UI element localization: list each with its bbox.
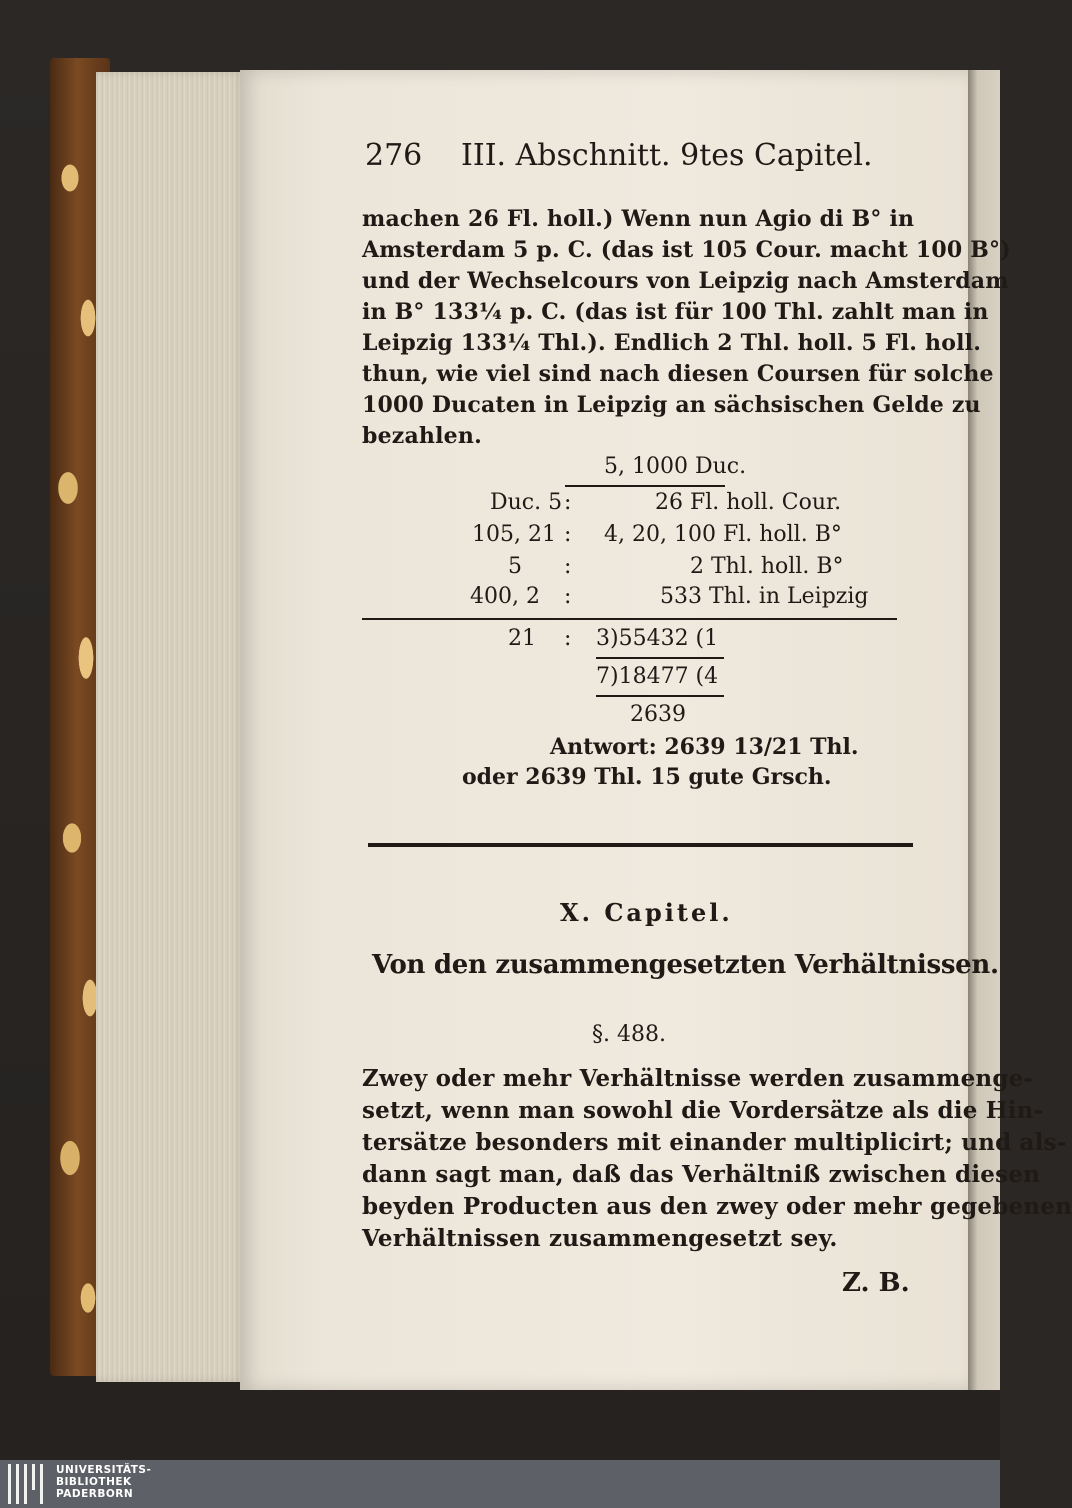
calc-quotient: 2639: [630, 702, 686, 727]
section-divider: [368, 843, 913, 847]
calc-row-right: 2 Thl. holl. B°: [690, 554, 844, 579]
intro-line: Leipzig 133¼ Thl.). Endlich 2 Thl. holl. 5 Fl. holl.: [362, 330, 982, 356]
page-number: 276: [365, 138, 423, 173]
intro-line: machen 26 Fl. holl.) Wenn nun Agio di B° in: [362, 206, 915, 232]
library-name-line2: BIBLIOTHEK: [56, 1476, 132, 1488]
body-line: Verhältnissen zusammengesetzt sey.: [362, 1225, 838, 1252]
calc-row-left: 5: [508, 554, 522, 579]
calc-row-sep: :: [564, 490, 572, 515]
calc-total-rule: [362, 618, 897, 620]
calc-result-right: 3)55432 (1: [596, 626, 719, 651]
calc-row-right: 26 Fl. holl. Cour.: [655, 490, 842, 515]
calc-answer: Antwort: 2639 13/21 Thl.: [550, 734, 859, 760]
calc-division-rule: [596, 695, 724, 697]
catchword: Z. B.: [842, 1268, 910, 1298]
calc-answer-alt: oder 2639 Thl. 15 gute Grsch.: [462, 764, 832, 790]
intro-line: Amsterdam 5 p. C. (das ist 105 Cour. macht 100 B°): [362, 237, 1011, 263]
page-edges: [96, 72, 246, 1382]
library-name-line1: UNIVERSITÄTS-: [56, 1464, 152, 1476]
library-name-line3: PADERBORN: [56, 1488, 134, 1500]
section-number: §. 488.: [592, 1022, 666, 1047]
library-logo-icon: [6, 1464, 52, 1504]
calc-row-sep: :: [564, 584, 572, 609]
running-title: III. Abschnitt. 9tes Capitel.: [461, 138, 873, 173]
intro-line: in B° 133¼ p. C. (das ist für 100 Thl. zahlt man in: [362, 299, 989, 325]
body-line: dann sagt man, daß das Verhältniß zwischen diesen: [362, 1161, 1040, 1188]
calc-row-right: 533 Thl. in Leipzig: [660, 584, 869, 609]
calc-row-sep: :: [564, 522, 572, 547]
body-line: beyden Producten aus den zwey oder mehr gegebenen: [362, 1193, 1072, 1220]
intro-line: bezahlen.: [362, 423, 482, 449]
calc-row-left: 105, 21: [472, 522, 556, 547]
calc-rule: [565, 485, 725, 487]
intro-line: 1000 Ducaten in Leipzig an sächsischen Gelde zu: [362, 392, 981, 418]
intro-line: thun, wie viel sind nach diesen Coursen für solche: [362, 361, 994, 387]
body-line: setzt, wenn man sowohl die Vordersätze als die Hin-: [362, 1097, 1044, 1124]
body-line: Zwey oder mehr Verhältnisse werden zusammenge-: [362, 1065, 1034, 1092]
calc-result-left: 21: [508, 626, 536, 651]
calc-row-sep: :: [564, 554, 572, 579]
chapter-number: X. Capitel.: [560, 898, 733, 927]
calc-top-line: 5, 1000 Duc.: [604, 454, 747, 479]
chapter-title: Von den zusammengesetzten Verhältnissen.: [372, 950, 999, 980]
running-head: [365, 138, 873, 173]
calc-result-sep: :: [564, 626, 572, 651]
calc-row-right: 4, 20, 100 Fl. holl. B°: [604, 522, 842, 547]
intro-line: und der Wechselcours von Leipzig nach Amsterdam: [362, 268, 1009, 294]
calc-result-right: 7)18477 (4: [596, 664, 719, 689]
calc-row-left: 400, 2: [470, 584, 540, 609]
calc-division-rule: [596, 657, 724, 659]
body-line: tersätze besonders mit einander multiplicirt; und als-: [362, 1129, 1067, 1156]
calc-row-left: Duc. 5: [490, 490, 563, 515]
